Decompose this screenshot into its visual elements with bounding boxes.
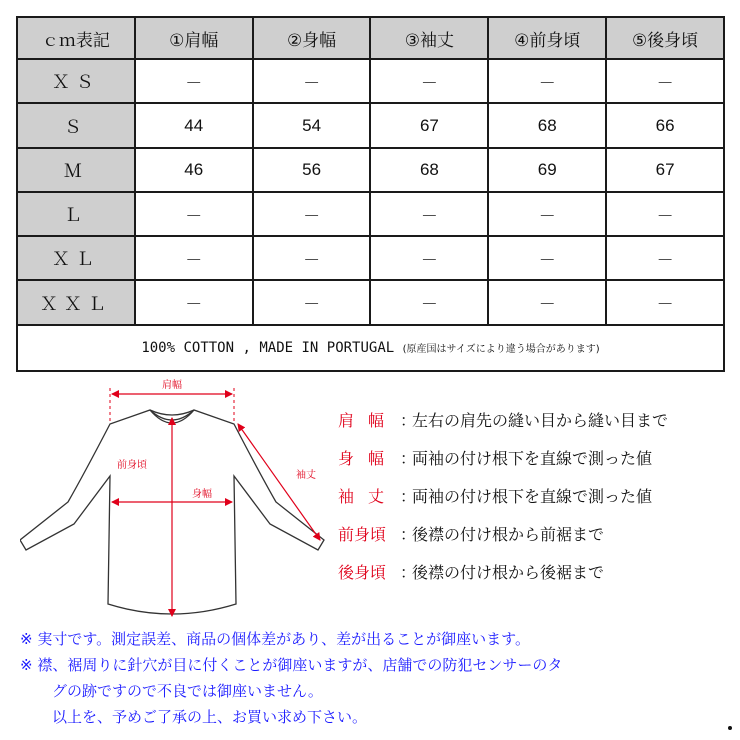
size-label: Ｓ <box>17 103 135 147</box>
header-back-length: ⑤後身頃 <box>606 17 724 59</box>
table-cell: － <box>606 192 724 236</box>
table-row <box>17 103 724 147</box>
table-cell: 56 <box>253 148 371 192</box>
shoulder-label: 肩幅 <box>162 380 182 391</box>
measurement-legend <box>338 400 738 590</box>
size-label: Ｍ <box>17 148 135 192</box>
material-cell <box>17 325 724 371</box>
legend-desc: 後襟の付け根から後裾まで <box>412 562 605 582</box>
legend-item: 袖丈 ： 両袖の付け根下を直線で測った値 <box>338 476 738 514</box>
table-cell: － <box>488 59 606 103</box>
table-cell: － <box>253 192 371 236</box>
table-cell: 68 <box>488 103 606 147</box>
table-cell: － <box>370 236 488 280</box>
table-cell: － <box>370 192 488 236</box>
header-sleeve: ③袖丈 <box>370 17 488 59</box>
size-label: ＸＸＬ <box>17 280 135 324</box>
material-row <box>17 325 724 371</box>
table-cell: 66 <box>606 103 724 147</box>
table-cell: 46 <box>135 148 253 192</box>
note-line: ※ 襟、裾周りに針穴が目に付くことが御座いますが、店舗での防犯センサーのタ <box>20 656 563 674</box>
legend-desc: 左右の肩先の縫い目から縫い目まで <box>412 410 669 430</box>
legend-item: 身幅 ： 両袖の付け根下を直線で測った値 <box>338 438 738 476</box>
material-note: (原産国はサイズにより違う場合があります) <box>402 343 600 355</box>
table-cell: － <box>253 236 371 280</box>
table-cell: － <box>488 236 606 280</box>
size-table <box>16 16 725 372</box>
legend-item: 後身頃 ： 後襟の付け根から後裾まで <box>338 552 738 590</box>
sleeve-label: 袖丈 <box>296 470 316 481</box>
table-row <box>17 148 724 192</box>
note-line: 以上を、予めご了承の上、お買い求め下さい。 <box>52 708 368 726</box>
front-label: 前身頃 <box>117 460 147 471</box>
size-label: ＸＬ <box>17 236 135 280</box>
dot-mark <box>728 726 732 730</box>
header-shoulder: ①肩幅 <box>135 17 253 59</box>
table-cell: 69 <box>488 148 606 192</box>
table-cell: － <box>253 59 371 103</box>
table-cell: － <box>135 280 253 324</box>
table-row <box>17 59 724 103</box>
legend-desc: 両袖の付け根下を直線で測った値 <box>412 486 653 506</box>
table-cell: － <box>135 236 253 280</box>
table-cell: 54 <box>253 103 371 147</box>
table-cell: － <box>253 280 371 324</box>
table-cell: － <box>135 59 253 103</box>
size-label: ＸＳ <box>17 59 135 103</box>
body-label: 身幅 <box>192 489 212 500</box>
legend-desc: 両袖の付け根下を直線で測った値 <box>412 448 653 468</box>
table-cell: － <box>606 59 724 103</box>
legend-term: 前身頃 <box>338 524 387 544</box>
table-row <box>17 280 724 324</box>
table-cell: 44 <box>135 103 253 147</box>
table-cell: － <box>135 192 253 236</box>
notes <box>20 626 730 730</box>
material-text: 100% COTTON , MADE IN PORTUGAL <box>141 339 395 356</box>
table-cell: － <box>488 192 606 236</box>
legend-term: 肩幅 <box>338 410 399 430</box>
header-front-length: ④前身頃 <box>488 17 606 59</box>
table-cell: － <box>370 59 488 103</box>
legend-desc: 後襟の付け根から前裾まで <box>412 524 605 544</box>
table-cell: － <box>370 280 488 324</box>
table-cell: 67 <box>606 148 724 192</box>
table-cell: － <box>606 280 724 324</box>
legend-term: 後身頃 <box>338 562 387 582</box>
table-cell: 68 <box>370 148 488 192</box>
header-row <box>17 17 724 59</box>
table-cell: － <box>606 236 724 280</box>
table-cell: 67 <box>370 103 488 147</box>
legend-item: 肩幅 ： 左右の肩先の縫い目から縫い目まで <box>338 400 738 438</box>
note-line: ※ 実寸です。測定誤差、商品の個体差があり、差が出ることが御座います。 <box>20 630 530 648</box>
legend-term: 身幅 <box>338 448 399 468</box>
garment-diagram <box>20 378 340 628</box>
header-unit: ｃｍ表記 <box>17 17 135 59</box>
note-line: グの跡ですので不良では御座いません。 <box>52 682 323 700</box>
header-body-width: ②身幅 <box>253 17 371 59</box>
table-cell: － <box>488 280 606 324</box>
table-row <box>17 192 724 236</box>
legend-item: 前身頃 ： 後襟の付け根から前裾まで <box>338 514 738 552</box>
legend-term: 袖丈 <box>338 486 399 506</box>
size-label: Ｌ <box>17 192 135 236</box>
table-row <box>17 236 724 280</box>
